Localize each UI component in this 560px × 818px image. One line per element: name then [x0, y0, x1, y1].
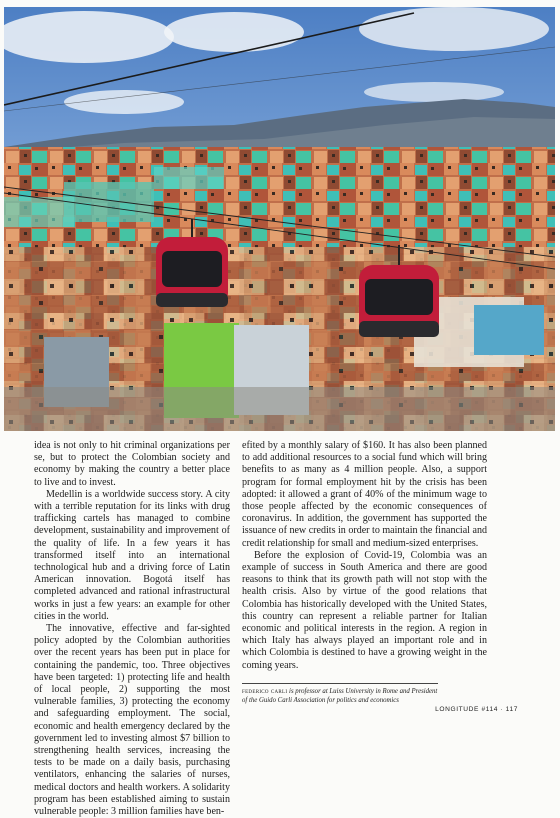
article-paragraph [242, 440, 487, 550]
bio-divider [242, 683, 438, 684]
author-bio-text: is professor at Luiss University in Rome and President of the Guido Carli Association for politics and economics [242, 688, 438, 704]
article-paragraph-text: Medellin is a worldwide success story. A city with a terrible reputation for its links with drug trafficking cartels has managed to combine development, sustainability and improvement of the quality of life. In a few years it has transformed itself into an international technological hub and a driving force of Latin American innovation. Bogotá itself has completed advanced and rational infrastructural works in just a few years: an example for other cities in the world. [34, 488, 230, 622]
article-photo [4, 7, 555, 431]
page-folio: LONGITUDE #114 · 117 [435, 706, 518, 713]
article-paragraph [34, 623, 230, 818]
cable-car-photo [4, 7, 555, 431]
article-paragraph [242, 550, 487, 672]
author-name: federico carli [242, 688, 288, 695]
article-column-left [34, 440, 230, 818]
author-bio [242, 687, 440, 705]
article-column-right [242, 440, 487, 672]
article-paragraph [34, 489, 230, 623]
article-paragraph-text: idea is not only to hit criminal organizations per se, but to protect the Colombian society and economy by making the country a better place to live and to invest. [34, 440, 230, 488]
article-paragraph-text: efited by a monthly salary of $160. It has also been planned to add additional resources to a social fund which will bring benefits to as many as 4 million people. Also, a support program for formal employment hit by the crisis has been adopted: it allowed a grant of 40% of the minimum wage to those people affected by the economic consequences of coronavirus. In addition, the government has supported the issuance of new credits in order to maintain the financial and credit relationship for small and medium-sized enterprises. [242, 440, 487, 549]
article-paragraph-text: The innovative, effective and far-sighted policy adopted by the Colombian authorities over the recent years has been put in place for containing the pandemic, too. Three objectives have been targeted: 1) protecting life and health of local people, 2) supporting the most vulnerable families, 3) protecting the economy and safeguarding employment. The social, economic and health emergency declared by the government led to investing almost $7 billion to strengthening health services, increasing the tests to be made on a daily basis, purchasing ventilators, enhancing the salaries of nurses, medical doctors and health workers. A solidarity program has been established aiming to sustain vulnerable people: 3 million families have ben- [34, 623, 230, 818]
article-paragraph [34, 440, 230, 489]
article-paragraph-text: Before the explosion of Covid-19, Colombia was an example of success in South America and there are good reasons to think that its growth path will not stop with the health crisis. Also by virtue of the good relations that Colombia has historically developed with the United States, this country can represent a reliable partner for Italian economic and political interests in the region. A region in which Italy has always played an important role and in which Colombia is destined to have a growing weight in the coming years. [242, 549, 487, 671]
